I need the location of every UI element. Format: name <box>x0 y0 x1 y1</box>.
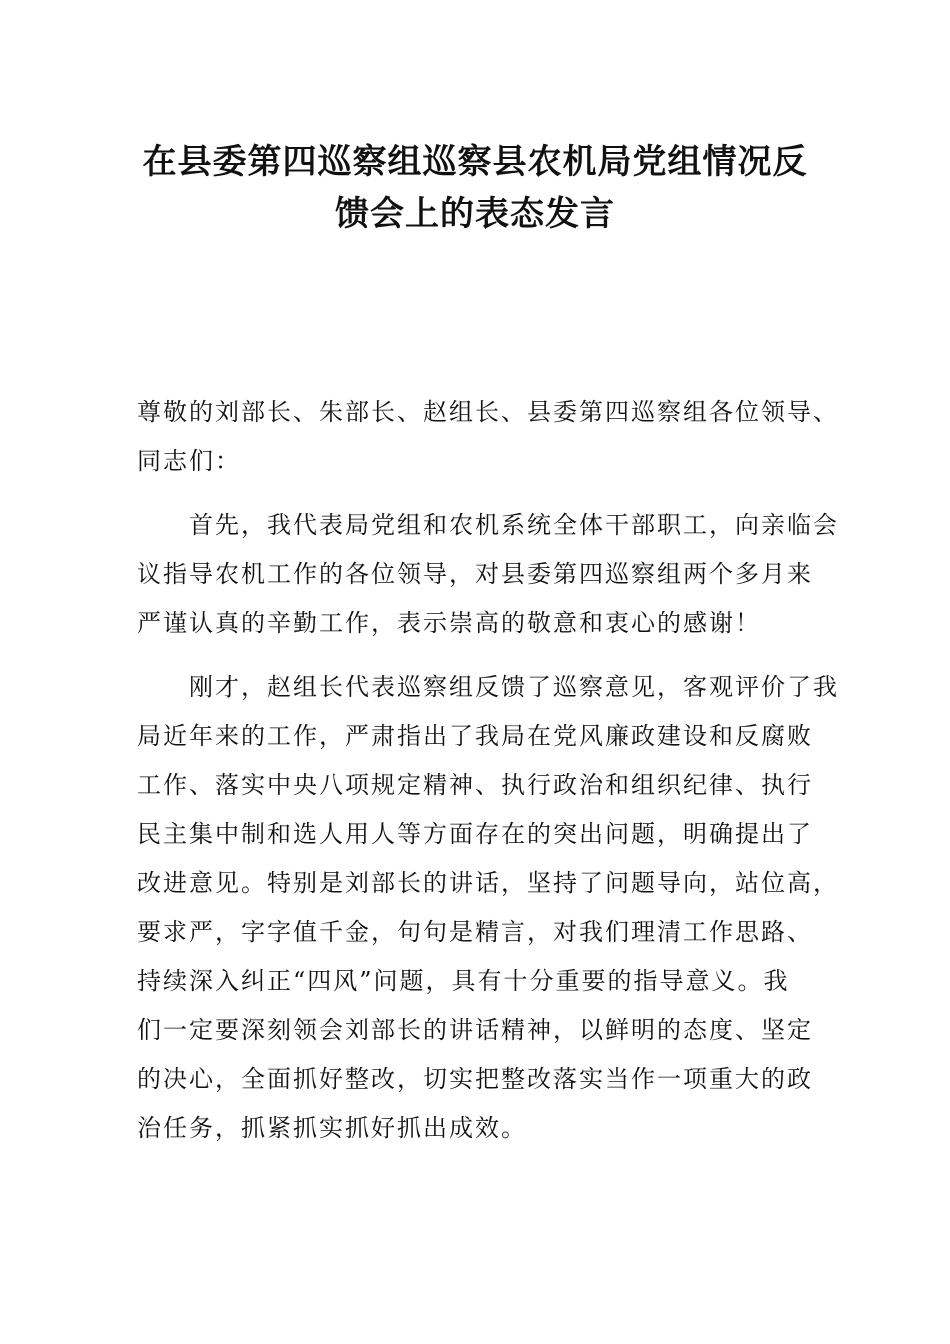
text-line: 的决心，全面抓好整改，切实把整改落实当作一项重大的政 <box>137 1065 813 1093</box>
text-line: 持续深入纠正“四风”问题，具有十分重要的指导意义。我 <box>137 967 790 995</box>
text-line: 改进意见。特别是刘部长的讲话，坚持了问题导向，站位高， <box>137 869 839 897</box>
text-line: 工作、落实中央八项规定精神、执行政治和组织纪律、执行 <box>137 771 813 799</box>
text-line: 尊敬的刘部长、朱部长、赵组长、县委第四巡察组各位领导、 <box>137 398 839 426</box>
text-line: 首先，我代表局党组和农机系统全体干部职工，向亲临会 <box>137 511 839 539</box>
thanks-paragraph <box>137 501 837 648</box>
feedback-paragraph <box>137 663 837 1153</box>
text-line: 刚才，赵组长代表巡察组反馈了巡察意见，客观评价了我 <box>137 673 839 701</box>
text-line: 同志们： <box>137 447 241 475</box>
text-line: 民主集中制和选人用人等方面存在的突出问题，明确提出了 <box>137 820 813 848</box>
text-line: 要求严，字字值千金，句句是精言，对我们理清工作思路、 <box>137 918 813 946</box>
text-line: 们一定要深刻领会刘部长的讲话精神，以鲜明的态度、坚定 <box>137 1016 813 1044</box>
title-line-1: 在县委第四巡察组巡察县农机局党组情况反 <box>142 142 808 182</box>
text-line: 治任务，抓紧抓实抓好抓出成效。 <box>137 1114 527 1142</box>
text-line: 议指导农机工作的各位领导，对县委第四巡察组两个多月来 <box>137 560 813 588</box>
salutation-paragraph <box>137 388 837 486</box>
text-line: 严谨认真的辛勤工作，表示崇高的敬意和衷心的感谢！ <box>137 609 761 637</box>
text-line: 局近年来的工作，严肃指出了我局在党风廉政建设和反腐败 <box>137 722 813 750</box>
document-title <box>120 136 830 240</box>
document-body <box>137 388 837 1168</box>
title-line-2: 馈会上的表态发言 <box>335 194 615 234</box>
